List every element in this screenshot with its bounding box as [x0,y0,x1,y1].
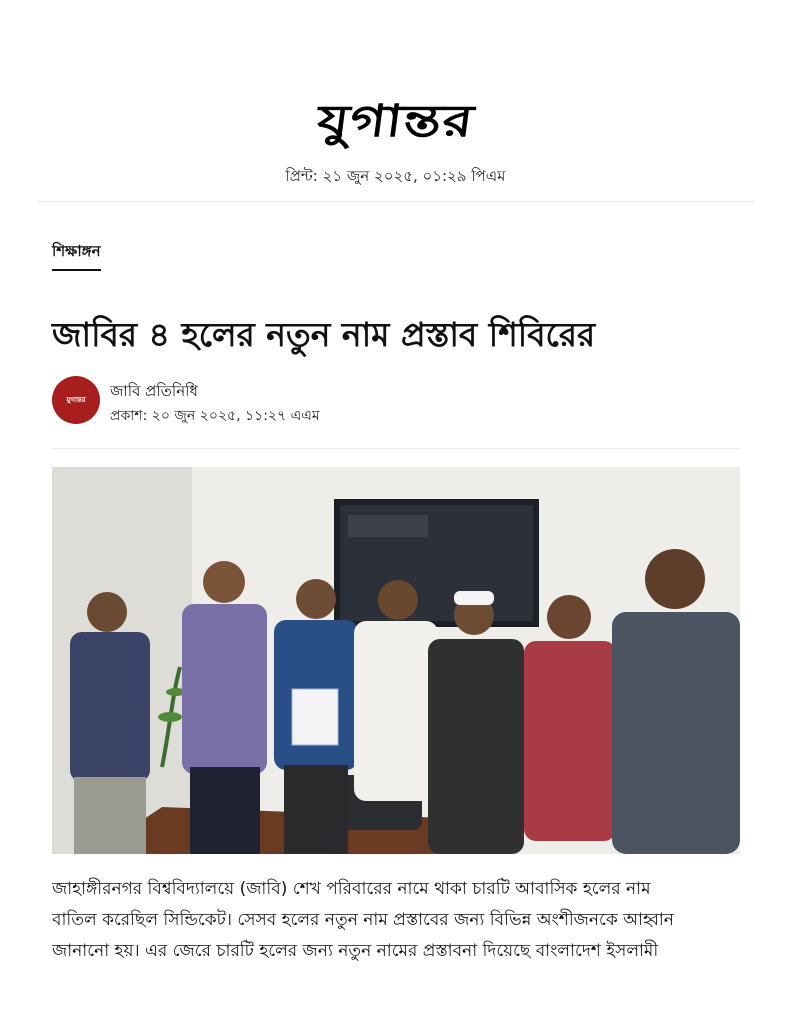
body-line: জাহাঙ্গীরনগর বিশ্ববিদ্যালয়ে (জাবি) শেখ পরিবারের নামে থাকা চারটি আবাসিক হলের নাম [52,879,651,899]
byline-divider [52,448,740,449]
article-body [52,874,752,967]
body-line: বাতিল করেছিল সিন্ডিকেট। সেসব হলের নতুন নাম প্রস্তাবের জন্য বিভিন্ন অংশীজনকে আহ্বান [52,910,674,930]
site-logo[interactable]: যুগান্তর [313,96,478,147]
avatar-logo-text: যুগান্তর [66,396,86,404]
print-date: প্রিন্ট: ২১ জুন ২০২৫, ০১:২৯ পিএম [285,167,506,185]
masthead [0,96,791,147]
author-avatar [52,376,100,424]
category-label[interactable]: শিক্ষাঙ্গন [52,240,101,271]
author-name[interactable]: জাবি প্রতিনিধি [110,382,198,400]
published-date: প্রকাশ: ২০ জুন ২০২৫, ১১:২৭ এএম [110,408,320,424]
header-divider [38,201,754,202]
article-headline: জাবির ৪ হলের নতুন নাম প্রস্তাব শিবিরের [52,315,596,355]
body-line: জানানো হয়। এর জেরে চারটি হলের জন্য নতুন নামের প্রস্তাবনা দিয়েছে বাংলাদেশ ইসলামী [52,941,659,961]
article-photo [52,467,740,854]
